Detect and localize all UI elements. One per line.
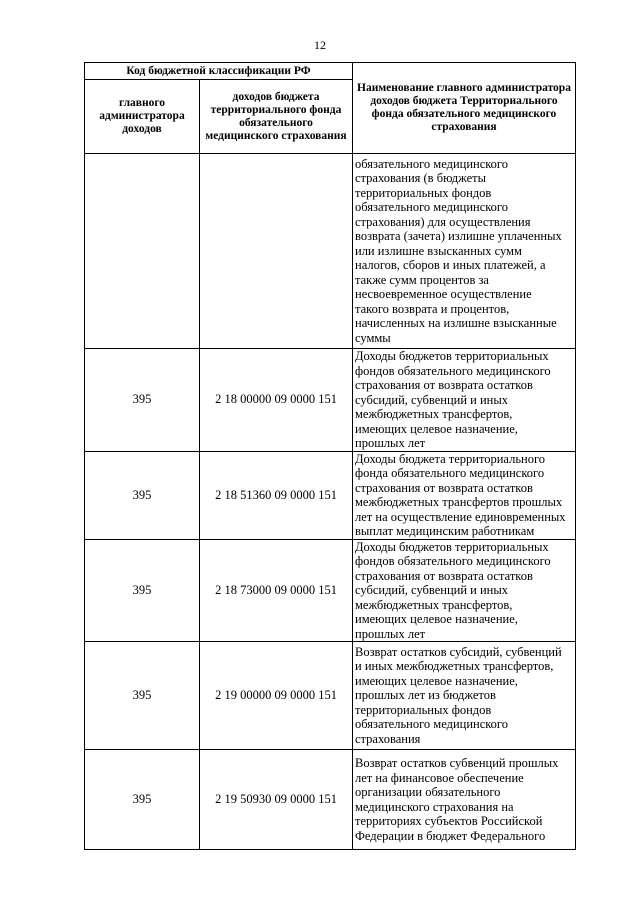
cell-code: 2 18 51360 09 0000 151 — [200, 451, 353, 539]
cell-code: 2 18 00000 09 0000 151 — [200, 349, 353, 452]
header-code: доходов бюджета территориального фонда обязательного медицинского страхования — [200, 80, 353, 154]
cell-admin: 395 — [85, 539, 200, 642]
cell-admin — [85, 154, 200, 349]
cell-code — [200, 154, 353, 349]
cell-admin: 395 — [85, 349, 200, 452]
cell-code: 2 19 50930 09 0000 151 — [200, 750, 353, 850]
header-admin: главного администратора доходов — [85, 80, 200, 154]
cell-admin: 395 — [85, 642, 200, 750]
header-name: Наименование главного администратора доходов бюджета Территориального фонда обязательного медицинского страхования — [353, 63, 576, 154]
table-row — [85, 451, 576, 539]
cell-name: обязательного медицинского страхования (в бюджеты территориальных фондов обязательного медицинского страхования) для осуществления возврата (зачета) излишне уплаченных или излишне взысканных сумм налогов, сборов и иных платежей, а также сумм процентов за несвоевременное осуществление такого возврата и процентов, начисленных на излишне взысканные суммы — [353, 154, 576, 349]
table-row — [85, 539, 576, 642]
cell-name: Доходы бюджета территориального фонда обязательного медицинского страхования от возврата остатков межбюджетных трансфертов прошлых лет на осуществление единовременных выплат медицинским работникам — [353, 451, 576, 539]
cell-code: 2 18 73000 09 0000 151 — [200, 539, 353, 642]
cell-name: Возврат остатков субвенций прошлых лет на финансовое обеспечение организации обязательного медицинского страхования на территориях субъектов Российской Федерации в бюджет Федерального — [353, 750, 576, 850]
cell-admin: 395 — [85, 750, 200, 850]
cell-code: 2 19 00000 09 0000 151 — [200, 642, 353, 750]
header-row-group — [85, 63, 576, 80]
cell-name: Доходы бюджетов территориальных фондов обязательного медицинского страхования от возврата остатков субсидий, субвенций и иных межбюджетных трансфертов, имеющих целевое назначение, прошлых лет — [353, 349, 576, 452]
header-code-group: Код бюджетной классификации РФ — [85, 63, 353, 80]
cell-name: Доходы бюджетов территориальных фондов обязательного медицинского страхования от возврата остатков субсидий, субвенций и иных межбюджетных трансфертов, имеющих целевое назначение, прошлых лет — [353, 539, 576, 642]
budget-classification-table — [84, 62, 576, 850]
table-row — [85, 642, 576, 750]
table-row — [85, 750, 576, 850]
page-number: 12 — [314, 38, 326, 52]
cell-name: Возврат остатков субсидий, субвенций и иных межбюджетных трансфертов, имеющих целевое назначение, прошлых лет из бюджетов территориальных фондов обязательного медицинского страхования — [353, 642, 576, 750]
table-row — [85, 154, 576, 349]
cell-admin: 395 — [85, 451, 200, 539]
table-row — [85, 349, 576, 452]
